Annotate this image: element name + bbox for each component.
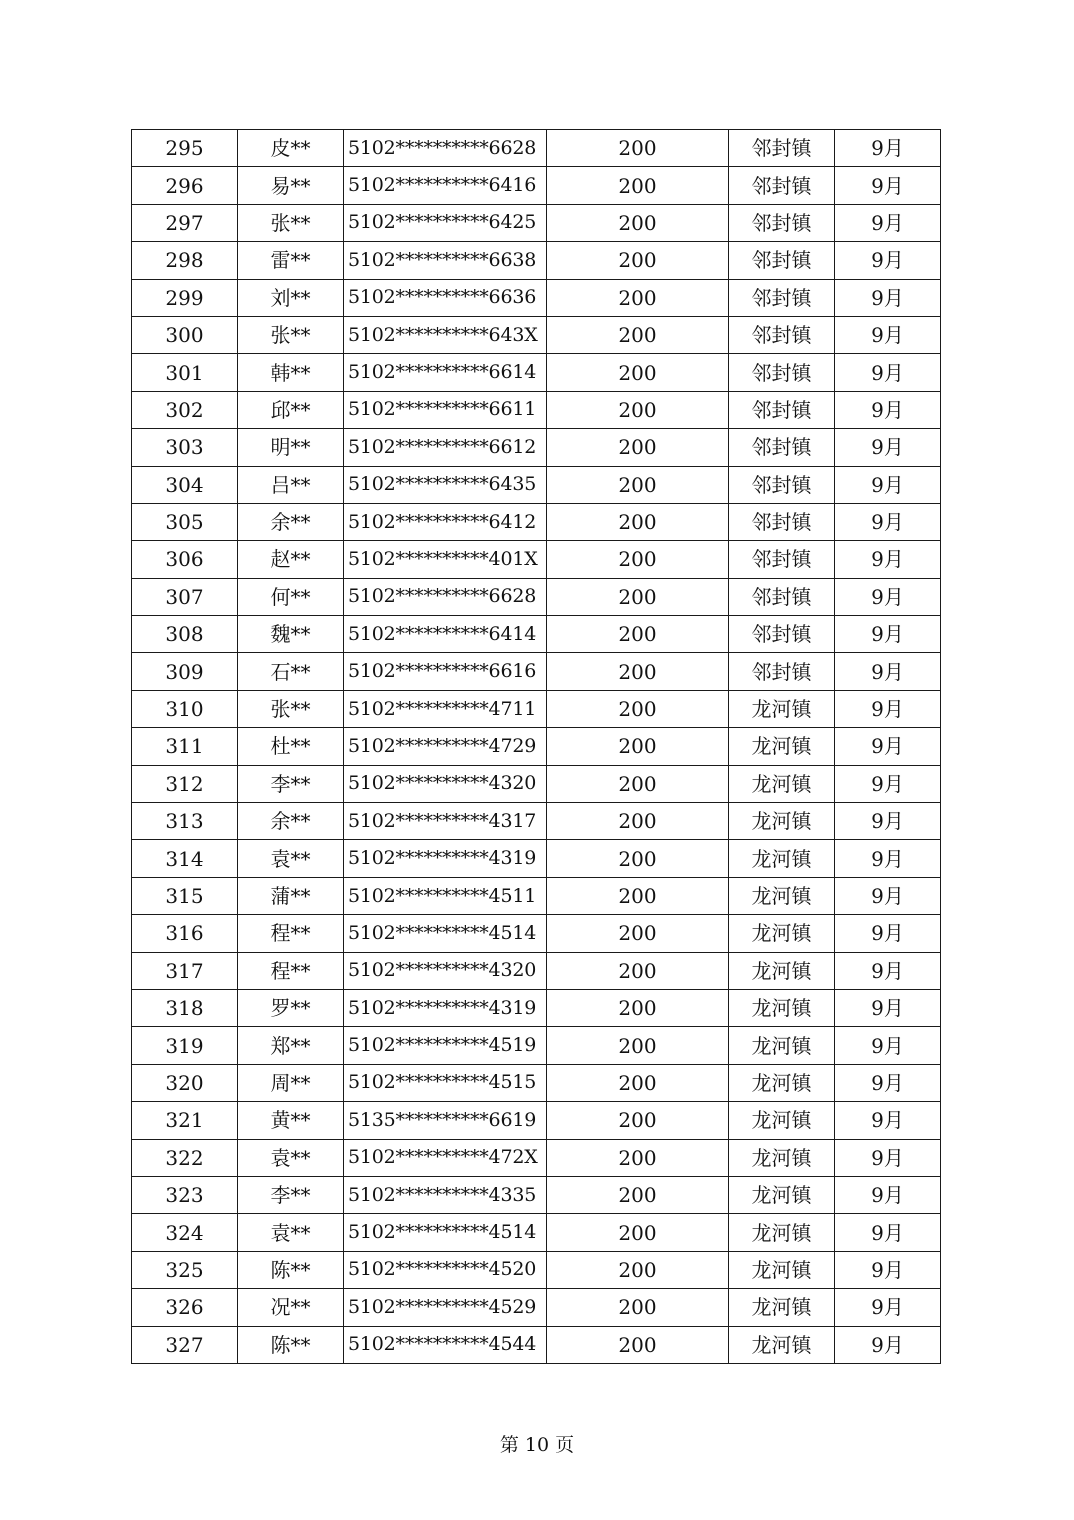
cell-index: 312 bbox=[132, 765, 238, 802]
cell-id-number: 5102**********4511 bbox=[344, 877, 547, 914]
table-row bbox=[132, 1251, 941, 1288]
table-row bbox=[132, 653, 941, 690]
cell-amount: 200 bbox=[547, 803, 729, 840]
table-row bbox=[132, 466, 941, 503]
table-body bbox=[132, 130, 941, 1364]
cell-index: 322 bbox=[132, 1139, 238, 1176]
cell-month: 9月 bbox=[835, 728, 941, 765]
cell-index: 326 bbox=[132, 1289, 238, 1326]
cell-id-number: 5102**********643X bbox=[344, 316, 547, 353]
cell-town: 龙河镇 bbox=[729, 1102, 835, 1139]
cell-amount: 200 bbox=[547, 1027, 729, 1064]
cell-month: 9月 bbox=[835, 653, 941, 690]
cell-town: 邻封镇 bbox=[729, 429, 835, 466]
cell-amount: 200 bbox=[547, 1214, 729, 1251]
table-row bbox=[132, 1176, 941, 1213]
cell-index: 311 bbox=[132, 728, 238, 765]
data-table bbox=[131, 129, 941, 1364]
cell-month: 9月 bbox=[835, 466, 941, 503]
cell-id-number: 5102**********4729 bbox=[344, 728, 547, 765]
cell-name: 赵** bbox=[238, 541, 344, 578]
cell-month: 9月 bbox=[835, 765, 941, 802]
cell-id-number: 5102**********4519 bbox=[344, 1027, 547, 1064]
cell-name: 易** bbox=[238, 167, 344, 204]
cell-index: 318 bbox=[132, 989, 238, 1026]
table-row bbox=[132, 503, 941, 540]
table-row bbox=[132, 167, 941, 204]
cell-index: 308 bbox=[132, 616, 238, 653]
cell-index: 314 bbox=[132, 840, 238, 877]
cell-id-number: 5102**********4514 bbox=[344, 915, 547, 952]
cell-town: 龙河镇 bbox=[729, 989, 835, 1026]
cell-name: 雷** bbox=[238, 242, 344, 279]
cell-name: 程** bbox=[238, 952, 344, 989]
cell-amount: 200 bbox=[547, 1251, 729, 1288]
cell-month: 9月 bbox=[835, 616, 941, 653]
cell-name: 郑** bbox=[238, 1027, 344, 1064]
cell-month: 9月 bbox=[835, 130, 941, 167]
cell-index: 316 bbox=[132, 915, 238, 952]
cell-amount: 200 bbox=[547, 653, 729, 690]
cell-index: 302 bbox=[132, 391, 238, 428]
cell-name: 余** bbox=[238, 503, 344, 540]
cell-name: 李** bbox=[238, 1176, 344, 1213]
cell-month: 9月 bbox=[835, 690, 941, 727]
cell-amount: 200 bbox=[547, 616, 729, 653]
cell-month: 9月 bbox=[835, 541, 941, 578]
cell-amount: 200 bbox=[547, 765, 729, 802]
cell-month: 9月 bbox=[835, 1214, 941, 1251]
cell-amount: 200 bbox=[547, 167, 729, 204]
table-row bbox=[132, 877, 941, 914]
cell-month: 9月 bbox=[835, 1139, 941, 1176]
table-row bbox=[132, 541, 941, 578]
cell-amount: 200 bbox=[547, 952, 729, 989]
cell-id-number: 5102**********6414 bbox=[344, 616, 547, 653]
cell-id-number: 5102**********4529 bbox=[344, 1289, 547, 1326]
cell-id-number: 5102**********4515 bbox=[344, 1064, 547, 1101]
cell-month: 9月 bbox=[835, 503, 941, 540]
cell-month: 9月 bbox=[835, 877, 941, 914]
cell-month: 9月 bbox=[835, 391, 941, 428]
cell-town: 龙河镇 bbox=[729, 1176, 835, 1213]
cell-town: 龙河镇 bbox=[729, 1289, 835, 1326]
cell-name: 蒲** bbox=[238, 877, 344, 914]
cell-index: 307 bbox=[132, 578, 238, 615]
table-row bbox=[132, 1289, 941, 1326]
cell-amount: 200 bbox=[547, 354, 729, 391]
cell-index: 317 bbox=[132, 952, 238, 989]
cell-id-number: 5102**********6614 bbox=[344, 354, 547, 391]
cell-amount: 200 bbox=[547, 578, 729, 615]
cell-town: 邻封镇 bbox=[729, 204, 835, 241]
cell-index: 325 bbox=[132, 1251, 238, 1288]
cell-amount: 200 bbox=[547, 279, 729, 316]
cell-index: 323 bbox=[132, 1176, 238, 1213]
cell-town: 邻封镇 bbox=[729, 616, 835, 653]
cell-town: 龙河镇 bbox=[729, 803, 835, 840]
table-row bbox=[132, 1326, 941, 1363]
cell-amount: 200 bbox=[547, 840, 729, 877]
cell-town: 龙河镇 bbox=[729, 877, 835, 914]
cell-name: 周** bbox=[238, 1064, 344, 1101]
cell-index: 301 bbox=[132, 354, 238, 391]
cell-town: 邻封镇 bbox=[729, 242, 835, 279]
cell-name: 袁** bbox=[238, 1139, 344, 1176]
cell-index: 297 bbox=[132, 204, 238, 241]
cell-index: 305 bbox=[132, 503, 238, 540]
table-row bbox=[132, 952, 941, 989]
cell-town: 邻封镇 bbox=[729, 466, 835, 503]
cell-id-number: 5102**********4520 bbox=[344, 1251, 547, 1288]
table-row bbox=[132, 728, 941, 765]
cell-month: 9月 bbox=[835, 952, 941, 989]
cell-id-number: 5102**********6628 bbox=[344, 578, 547, 615]
cell-name: 何** bbox=[238, 578, 344, 615]
cell-month: 9月 bbox=[835, 989, 941, 1026]
cell-id-number: 5102**********6636 bbox=[344, 279, 547, 316]
table-row bbox=[132, 578, 941, 615]
cell-town: 龙河镇 bbox=[729, 952, 835, 989]
cell-index: 299 bbox=[132, 279, 238, 316]
cell-town: 邻封镇 bbox=[729, 316, 835, 353]
cell-id-number: 5102**********4317 bbox=[344, 803, 547, 840]
cell-amount: 200 bbox=[547, 466, 729, 503]
cell-town: 邻封镇 bbox=[729, 279, 835, 316]
cell-index: 310 bbox=[132, 690, 238, 727]
cell-id-number: 5102**********472X bbox=[344, 1139, 547, 1176]
cell-town: 龙河镇 bbox=[729, 840, 835, 877]
table-row bbox=[132, 616, 941, 653]
cell-id-number: 5102**********4711 bbox=[344, 690, 547, 727]
table-row bbox=[132, 204, 941, 241]
cell-town: 龙河镇 bbox=[729, 690, 835, 727]
cell-month: 9月 bbox=[835, 1326, 941, 1363]
cell-id-number: 5102**********4319 bbox=[344, 989, 547, 1026]
cell-name: 李** bbox=[238, 765, 344, 802]
cell-name: 韩** bbox=[238, 354, 344, 391]
cell-town: 龙河镇 bbox=[729, 1214, 835, 1251]
cell-id-number: 5102**********6416 bbox=[344, 167, 547, 204]
cell-id-number: 5102**********4335 bbox=[344, 1176, 547, 1213]
cell-id-number: 5102**********4544 bbox=[344, 1326, 547, 1363]
cell-month: 9月 bbox=[835, 1064, 941, 1101]
cell-index: 303 bbox=[132, 429, 238, 466]
cell-name: 余** bbox=[238, 803, 344, 840]
cell-amount: 200 bbox=[547, 503, 729, 540]
cell-name: 石** bbox=[238, 653, 344, 690]
cell-town: 龙河镇 bbox=[729, 765, 835, 802]
cell-month: 9月 bbox=[835, 279, 941, 316]
table-row bbox=[132, 765, 941, 802]
cell-amount: 200 bbox=[547, 728, 729, 765]
table-row bbox=[132, 130, 941, 167]
cell-id-number: 5102**********6412 bbox=[344, 503, 547, 540]
cell-name: 张** bbox=[238, 204, 344, 241]
cell-town: 龙河镇 bbox=[729, 1027, 835, 1064]
cell-month: 9月 bbox=[835, 1176, 941, 1213]
table-row bbox=[132, 1102, 941, 1139]
cell-index: 304 bbox=[132, 466, 238, 503]
cell-amount: 200 bbox=[547, 204, 729, 241]
cell-amount: 200 bbox=[547, 541, 729, 578]
cell-town: 龙河镇 bbox=[729, 1064, 835, 1101]
cell-id-number: 5102**********4320 bbox=[344, 765, 547, 802]
cell-index: 313 bbox=[132, 803, 238, 840]
cell-town: 龙河镇 bbox=[729, 1251, 835, 1288]
cell-index: 315 bbox=[132, 877, 238, 914]
cell-town: 龙河镇 bbox=[729, 1139, 835, 1176]
cell-index: 319 bbox=[132, 1027, 238, 1064]
cell-name: 陈** bbox=[238, 1326, 344, 1363]
cell-index: 320 bbox=[132, 1064, 238, 1101]
cell-name: 张** bbox=[238, 316, 344, 353]
cell-id-number: 5102**********4320 bbox=[344, 952, 547, 989]
cell-id-number: 5102**********4319 bbox=[344, 840, 547, 877]
cell-amount: 200 bbox=[547, 429, 729, 466]
cell-month: 9月 bbox=[835, 1027, 941, 1064]
cell-month: 9月 bbox=[835, 578, 941, 615]
cell-town: 邻封镇 bbox=[729, 130, 835, 167]
cell-town: 邻封镇 bbox=[729, 354, 835, 391]
cell-name: 黄** bbox=[238, 1102, 344, 1139]
table-row bbox=[132, 279, 941, 316]
cell-name: 明** bbox=[238, 429, 344, 466]
cell-name: 张** bbox=[238, 690, 344, 727]
table-row bbox=[132, 1064, 941, 1101]
cell-index: 321 bbox=[132, 1102, 238, 1139]
cell-amount: 200 bbox=[547, 1326, 729, 1363]
cell-town: 邻封镇 bbox=[729, 578, 835, 615]
cell-amount: 200 bbox=[547, 316, 729, 353]
cell-id-number: 5135**********6619 bbox=[344, 1102, 547, 1139]
cell-index: 300 bbox=[132, 316, 238, 353]
cell-id-number: 5102**********401X bbox=[344, 541, 547, 578]
cell-index: 324 bbox=[132, 1214, 238, 1251]
cell-town: 邻封镇 bbox=[729, 391, 835, 428]
cell-month: 9月 bbox=[835, 167, 941, 204]
cell-name: 吕** bbox=[238, 466, 344, 503]
cell-id-number: 5102**********6435 bbox=[344, 466, 547, 503]
table-row bbox=[132, 803, 941, 840]
cell-name: 袁** bbox=[238, 1214, 344, 1251]
cell-name: 袁** bbox=[238, 840, 344, 877]
cell-index: 327 bbox=[132, 1326, 238, 1363]
cell-name: 陈** bbox=[238, 1251, 344, 1288]
cell-id-number: 5102**********6425 bbox=[344, 204, 547, 241]
cell-amount: 200 bbox=[547, 391, 729, 428]
cell-amount: 200 bbox=[547, 690, 729, 727]
table-row bbox=[132, 316, 941, 353]
table-row bbox=[132, 1027, 941, 1064]
cell-month: 9月 bbox=[835, 803, 941, 840]
cell-amount: 200 bbox=[547, 1102, 729, 1139]
cell-id-number: 5102**********6616 bbox=[344, 653, 547, 690]
cell-name: 况** bbox=[238, 1289, 344, 1326]
cell-amount: 200 bbox=[547, 877, 729, 914]
cell-index: 309 bbox=[132, 653, 238, 690]
cell-month: 9月 bbox=[835, 1289, 941, 1326]
table-row bbox=[132, 915, 941, 952]
cell-town: 邻封镇 bbox=[729, 167, 835, 204]
cell-name: 杜** bbox=[238, 728, 344, 765]
cell-name: 罗** bbox=[238, 989, 344, 1026]
cell-month: 9月 bbox=[835, 1251, 941, 1288]
cell-town: 龙河镇 bbox=[729, 728, 835, 765]
cell-id-number: 5102**********6612 bbox=[344, 429, 547, 466]
table-row bbox=[132, 690, 941, 727]
cell-month: 9月 bbox=[835, 316, 941, 353]
cell-id-number: 5102**********6611 bbox=[344, 391, 547, 428]
cell-index: 306 bbox=[132, 541, 238, 578]
cell-index: 295 bbox=[132, 130, 238, 167]
cell-month: 9月 bbox=[835, 204, 941, 241]
cell-month: 9月 bbox=[835, 1102, 941, 1139]
table-row bbox=[132, 429, 941, 466]
cell-index: 296 bbox=[132, 167, 238, 204]
cell-amount: 200 bbox=[547, 1064, 729, 1101]
table-row bbox=[132, 1214, 941, 1251]
cell-amount: 200 bbox=[547, 242, 729, 279]
table-row bbox=[132, 840, 941, 877]
cell-amount: 200 bbox=[547, 130, 729, 167]
cell-town: 龙河镇 bbox=[729, 1326, 835, 1363]
cell-id-number: 5102**********6638 bbox=[344, 242, 547, 279]
cell-town: 邻封镇 bbox=[729, 541, 835, 578]
cell-index: 298 bbox=[132, 242, 238, 279]
cell-name: 魏** bbox=[238, 616, 344, 653]
cell-id-number: 5102**********6628 bbox=[344, 130, 547, 167]
cell-amount: 200 bbox=[547, 1139, 729, 1176]
cell-amount: 200 bbox=[547, 1289, 729, 1326]
cell-name: 程** bbox=[238, 915, 344, 952]
cell-town: 邻封镇 bbox=[729, 503, 835, 540]
table-row bbox=[132, 354, 941, 391]
cell-amount: 200 bbox=[547, 1176, 729, 1213]
cell-month: 9月 bbox=[835, 840, 941, 877]
page-number: 第 10 页 bbox=[499, 1434, 575, 1456]
table-row bbox=[132, 989, 941, 1026]
cell-name: 邱** bbox=[238, 391, 344, 428]
table-row bbox=[132, 242, 941, 279]
cell-name: 刘** bbox=[238, 279, 344, 316]
table-row bbox=[132, 391, 941, 428]
cell-amount: 200 bbox=[547, 915, 729, 952]
cell-month: 9月 bbox=[835, 915, 941, 952]
cell-town: 龙河镇 bbox=[729, 915, 835, 952]
table-row bbox=[132, 1139, 941, 1176]
cell-town: 邻封镇 bbox=[729, 653, 835, 690]
cell-id-number: 5102**********4514 bbox=[344, 1214, 547, 1251]
cell-month: 9月 bbox=[835, 429, 941, 466]
cell-month: 9月 bbox=[835, 354, 941, 391]
cell-amount: 200 bbox=[547, 989, 729, 1026]
cell-month: 9月 bbox=[835, 242, 941, 279]
cell-name: 皮** bbox=[238, 130, 344, 167]
